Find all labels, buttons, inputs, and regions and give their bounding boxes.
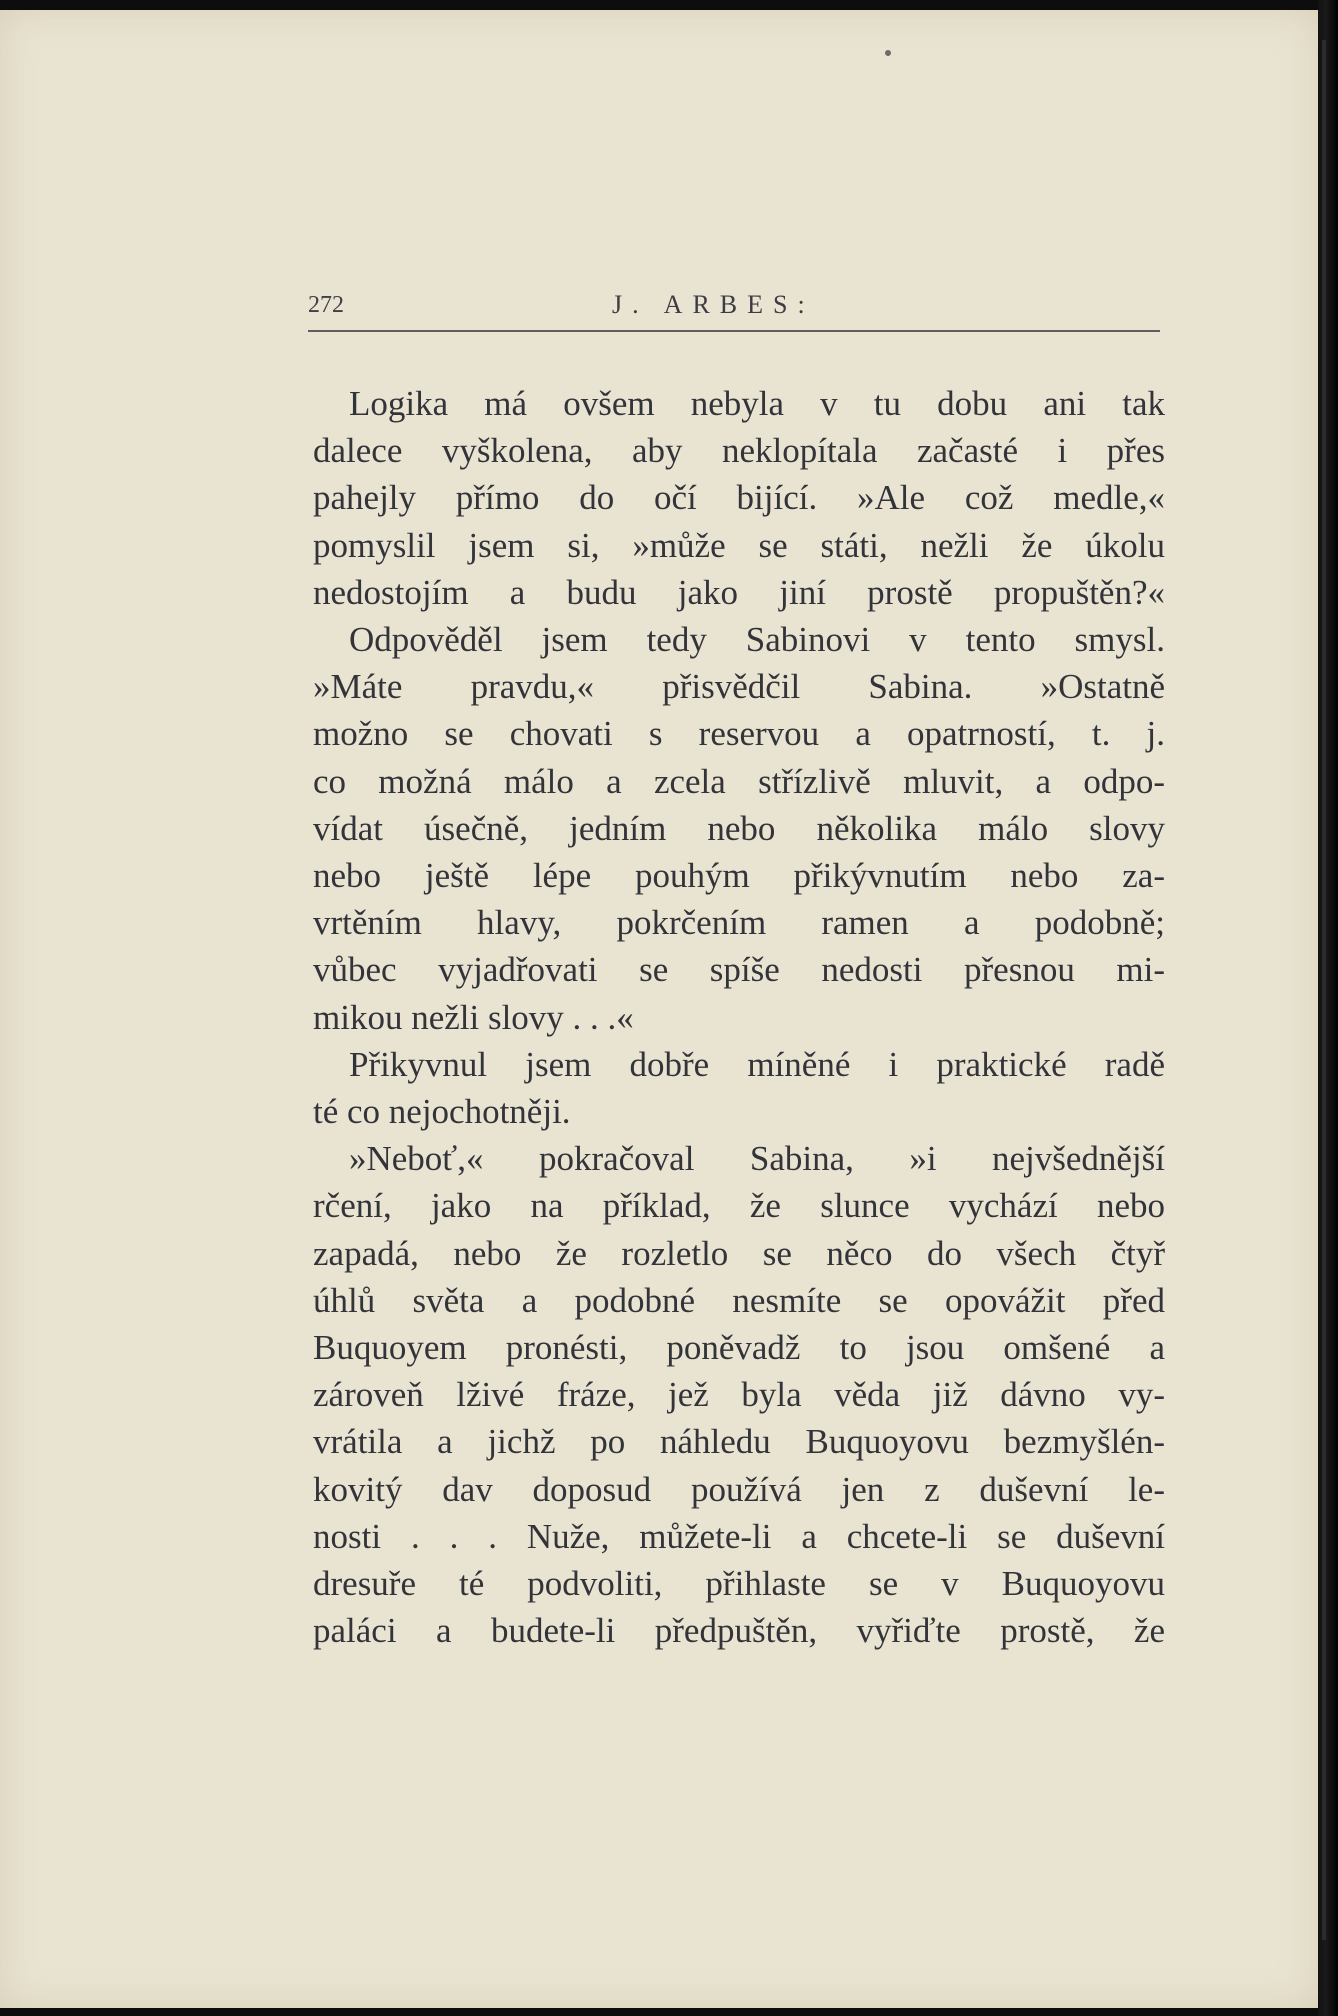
text-line: Odpověděl jsem tedy Sabinovi v tento smysl. bbox=[349, 620, 1165, 660]
text-line: kovitý dav doposud používá jen z duševní le- bbox=[313, 1469, 1165, 1509]
text-line: nosti . . . Nuže, můžete-li a chcete-li se duševní bbox=[313, 1516, 1165, 1556]
body-text bbox=[313, 380, 1165, 1654]
page-edge-shadow bbox=[1318, 0, 1338, 2016]
text-line: úhlů světa a podobné nesmíte se opovážit před bbox=[313, 1280, 1165, 1320]
text-line: zapadá, nebo že rozletlo se něco do všech čtyř bbox=[313, 1233, 1165, 1273]
text-line: dalece vyškolena, aby neklopítala začasté i přes bbox=[313, 431, 1165, 471]
text-line: zároveň lživé fráze, jež byla věda již dávno vy- bbox=[313, 1375, 1165, 1415]
text-line: vrtěním hlavy, pokrčením ramen a podobně; bbox=[313, 903, 1165, 943]
text-line: co možná málo a zcela střízlivě mluvit, a odpo- bbox=[313, 761, 1165, 801]
header-rule bbox=[308, 330, 1160, 332]
paper-speck bbox=[885, 50, 891, 56]
text-line: pomyslil jsem si, »může se státi, nežli že úkolu bbox=[313, 525, 1165, 565]
text-line: Buquoyem pronésti, poněvadž to jsou omšené a bbox=[313, 1328, 1165, 1368]
text-line: možno se chovati s reservou a opatrností, t. j. bbox=[313, 714, 1165, 754]
text-line: té co nejochotněji. bbox=[313, 1092, 571, 1132]
text-line: nedostojím a budu jako jiní prostě propuštěn?« bbox=[313, 572, 1165, 612]
text-line: rčení, jako na příklad, že slunce vychází nebo bbox=[313, 1186, 1165, 1226]
text-line: mikou nežli slovy . . .« bbox=[313, 997, 634, 1037]
text-line: nebo ještě lépe pouhým přikývnutím nebo za- bbox=[313, 856, 1165, 896]
text-line: Logika má ovšem nebyla v tu dobu ani tak bbox=[349, 384, 1165, 423]
text-line: vrátila a jichž po náhledu Buquoyovu bezmyšlén- bbox=[313, 1422, 1165, 1462]
text-line: vůbec vyjadřovati se spíše nedosti přesnou mi- bbox=[313, 950, 1165, 990]
running-head: J. ARBES: bbox=[612, 290, 815, 319]
text-line: pahejly přímo do očí bijící. »Ale což medle,« bbox=[313, 478, 1165, 518]
text-line: paláci a budete-li předpuštěn, vyřiďte prostě, že bbox=[313, 1611, 1165, 1651]
page-header bbox=[308, 288, 1160, 332]
text-line: dresuře té podvoliti, přihlaste se v Buquoyovu bbox=[313, 1564, 1165, 1604]
text-line: »Máte pravdu,« přisvědčil Sabina. »Ostatně bbox=[313, 667, 1165, 707]
text-line: »Neboť,« pokračoval Sabina, »i nejvšednější bbox=[349, 1139, 1165, 1179]
page-number: 272 bbox=[308, 292, 344, 318]
binding-edge-line bbox=[1322, 40, 1326, 1940]
text-line: vídat úsečně, jedním nebo několika málo slovy bbox=[313, 808, 1165, 848]
text-line: Přikyvnul jsem dobře míněné i praktické radě bbox=[349, 1044, 1165, 1084]
